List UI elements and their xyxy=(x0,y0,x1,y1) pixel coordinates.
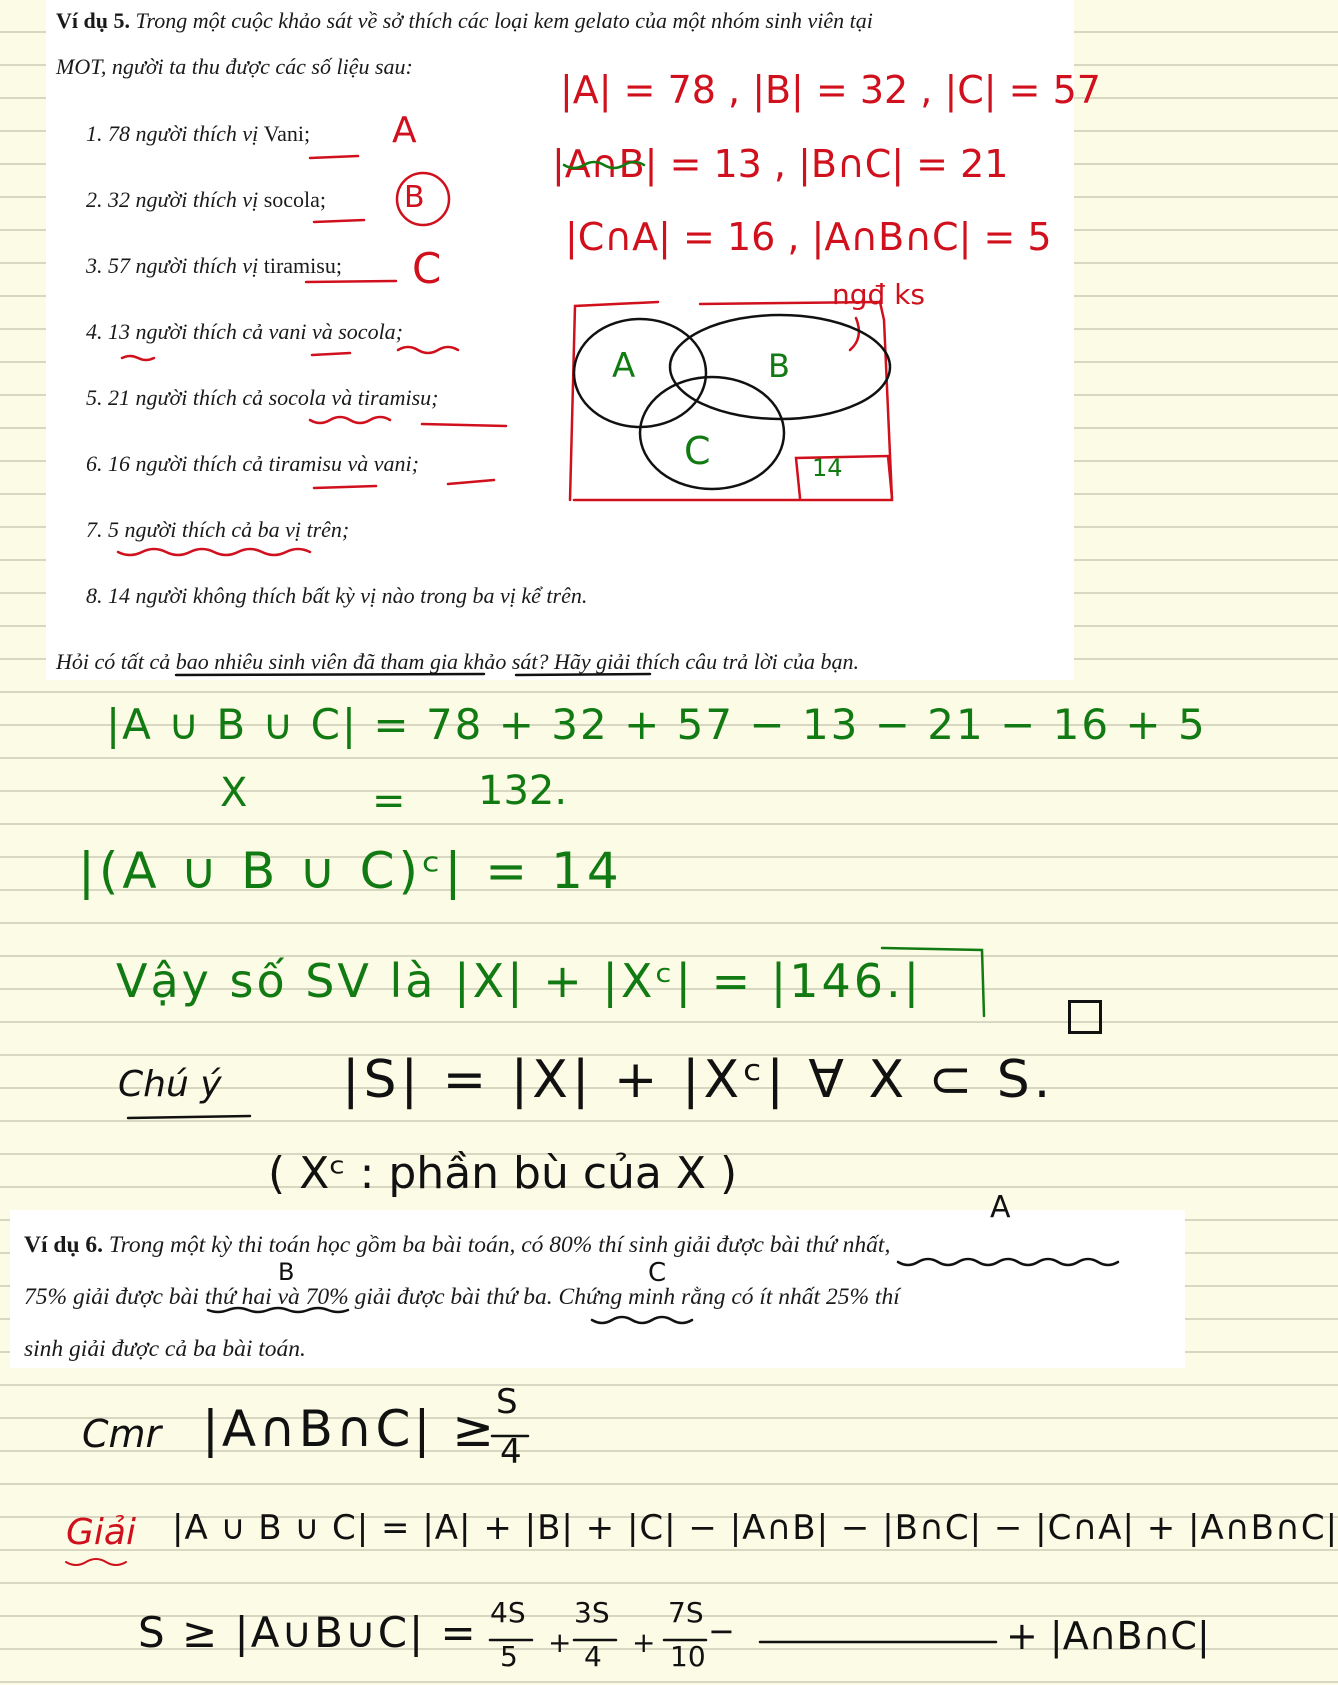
annotation-a: A xyxy=(990,1190,1011,1225)
underline-bai-2 xyxy=(208,1308,348,1312)
venn-circle-c xyxy=(640,377,784,489)
venn-label-b: B xyxy=(768,347,790,385)
venn-label-c: C xyxy=(684,429,711,473)
underline-question-1 xyxy=(176,674,484,675)
note-label-c: C xyxy=(412,244,442,293)
solution-union-formula: |A ∪ B ∪ C| = 78 + 32 + 57 − 13 − 21 − 16 + 5 xyxy=(106,700,1207,749)
list-item: 5. 21 người thích cả socola và tiramisu; xyxy=(86,385,439,410)
proof-frac-num: S xyxy=(496,1382,518,1422)
underline-bai-3 xyxy=(592,1317,692,1323)
list-item: 8. 14 người không thích bất kỳ vị nào trong ba vị kể trên. xyxy=(86,583,588,608)
list-item: 7. 5 người thích cả ba vị trên; xyxy=(86,517,350,542)
proof-cmr: Cmr xyxy=(82,1412,162,1456)
venn-outside-count: 14 xyxy=(812,454,843,482)
note-label-a: A xyxy=(392,110,417,151)
example-5-intro-1: Trong một cuộc khảo sát về sở thích các loại kem gelato của một nhóm sinh viên tại xyxy=(135,8,873,33)
proof-f3-num: 7S xyxy=(668,1596,704,1629)
note-complement-def: ( Xᶜ : phần bù của X ) xyxy=(268,1148,738,1199)
underline-giai xyxy=(66,1559,126,1565)
list-item: 4. 13 người thích cả vani và socola; xyxy=(86,319,404,344)
example-5-question: Hỏi có tất cả bao nhiêu sinh viên đã tham gia khảo sát? Hãy giải thích câu trả lời của bạn. xyxy=(56,649,860,674)
annotation-b: B xyxy=(278,1258,295,1286)
underline-vani-2 xyxy=(312,353,350,355)
list-item: 2. 32 người thích vị socola; xyxy=(86,187,327,212)
note-survey-label: ngđ ks xyxy=(832,278,925,311)
proof-f2-den: 4 xyxy=(584,1640,602,1673)
underline-vani xyxy=(310,156,358,158)
annotation-c: C xyxy=(648,1258,667,1288)
proof-plus-2: + xyxy=(632,1626,656,1659)
example-6-line-3: sinh giải được cả ba bài toán. xyxy=(24,1336,306,1362)
underline-tiramisu-2 xyxy=(422,424,506,426)
underline-tiramisu-3 xyxy=(314,486,376,488)
proof-f3-den: 10 xyxy=(670,1640,706,1673)
underline-13 xyxy=(122,356,154,360)
proof-frac-den: 4 xyxy=(500,1432,522,1472)
example-6-heading: Ví dụ 6. xyxy=(24,1232,104,1258)
underline-anb xyxy=(564,162,644,168)
note-cardinalities-1: |A| = 78 , |B| = 32 , |C| = 57 xyxy=(560,68,1101,112)
venn-circle-b xyxy=(670,315,890,419)
proof-f1-num: 4S xyxy=(490,1596,526,1629)
solution-x-eq: = xyxy=(372,778,406,824)
underline-bai-1 xyxy=(898,1259,1118,1265)
underline-tiramisu xyxy=(306,281,396,282)
underline-vani-3 xyxy=(448,480,494,484)
note-label-b: B xyxy=(404,180,425,215)
note-cardinalities-3: |C∩A| = 16 , |A∩B∩C| = 5 xyxy=(565,215,1052,259)
solution-complement: |(A ∪ B ∪ C)ᶜ| = 14 xyxy=(78,842,623,900)
underline-chu-y xyxy=(128,1116,250,1118)
underline-socola-2 xyxy=(398,347,458,353)
venn-label-a: A xyxy=(612,346,636,386)
venn-circle-a xyxy=(574,319,706,427)
universe-rectangle xyxy=(570,302,892,500)
outside-count-box xyxy=(796,456,892,498)
circle-b xyxy=(397,173,449,225)
list-item: 6. 16 người thích cả tiramisu và vani; xyxy=(86,451,419,476)
arrow-to-box xyxy=(850,318,859,350)
underline-question-2 xyxy=(516,674,650,675)
example-6-text-1: Trong một kỳ thi toán học gồm ba bài toán, có 80% thí sinh giải được bài thứ nhất, xyxy=(108,1232,891,1258)
proof-giai: Giải xyxy=(66,1512,136,1553)
proof-inclusion-exclusion: |A ∪ B ∪ C| = |A| + |B| + |C| − |A∩B| − |B∩C| − |C∩A| + |A∩B∩C| xyxy=(172,1508,1338,1548)
list-item: 1. 78 người thích vị Vani; xyxy=(86,121,311,146)
solution-answer: Vậy số SV là |X| + |Xᶜ| = |146.| xyxy=(116,954,923,1008)
proof-claim: |A∩B∩C| ≥ xyxy=(202,1400,498,1458)
underline-item-7 xyxy=(118,549,310,555)
underline-socola xyxy=(314,220,364,222)
answer-box xyxy=(882,948,984,1016)
list-item: 3. 57 người thích vị tiramisu; xyxy=(86,253,342,278)
proof-plus-1: + xyxy=(548,1626,572,1659)
note-set-identity: |S| = |X| + |Xᶜ| ∀ X ⊂ S. xyxy=(342,1050,1055,1110)
proof-f2-num: 3S xyxy=(574,1596,610,1629)
solution-x: X xyxy=(220,770,248,816)
example-6-line-2: 75% giải được bài thứ hai và 70% giải được bài thứ ba. Chứng minh rằng có ít nhất 25% thí xyxy=(24,1284,900,1310)
proof-bound-start: S ≥ |A∪B∪C| = xyxy=(138,1608,478,1657)
proof-minus: − xyxy=(708,1612,735,1650)
note-chu-y: Chú ý xyxy=(118,1064,222,1105)
solution-x-value: 132. xyxy=(478,768,568,814)
example-5-intro-2: MOT, người ta thu được các số liệu sau: xyxy=(56,54,413,79)
underline-socola-3 xyxy=(310,417,390,423)
note-cardinalities-2: |A∩B| = 13 , |B∩C| = 21 xyxy=(552,142,1009,186)
proof-bound-end: + |A∩B∩C| xyxy=(1006,1614,1210,1658)
example-5-heading: Ví dụ 5. xyxy=(56,8,130,33)
proof-f1-den: 5 xyxy=(500,1640,518,1673)
